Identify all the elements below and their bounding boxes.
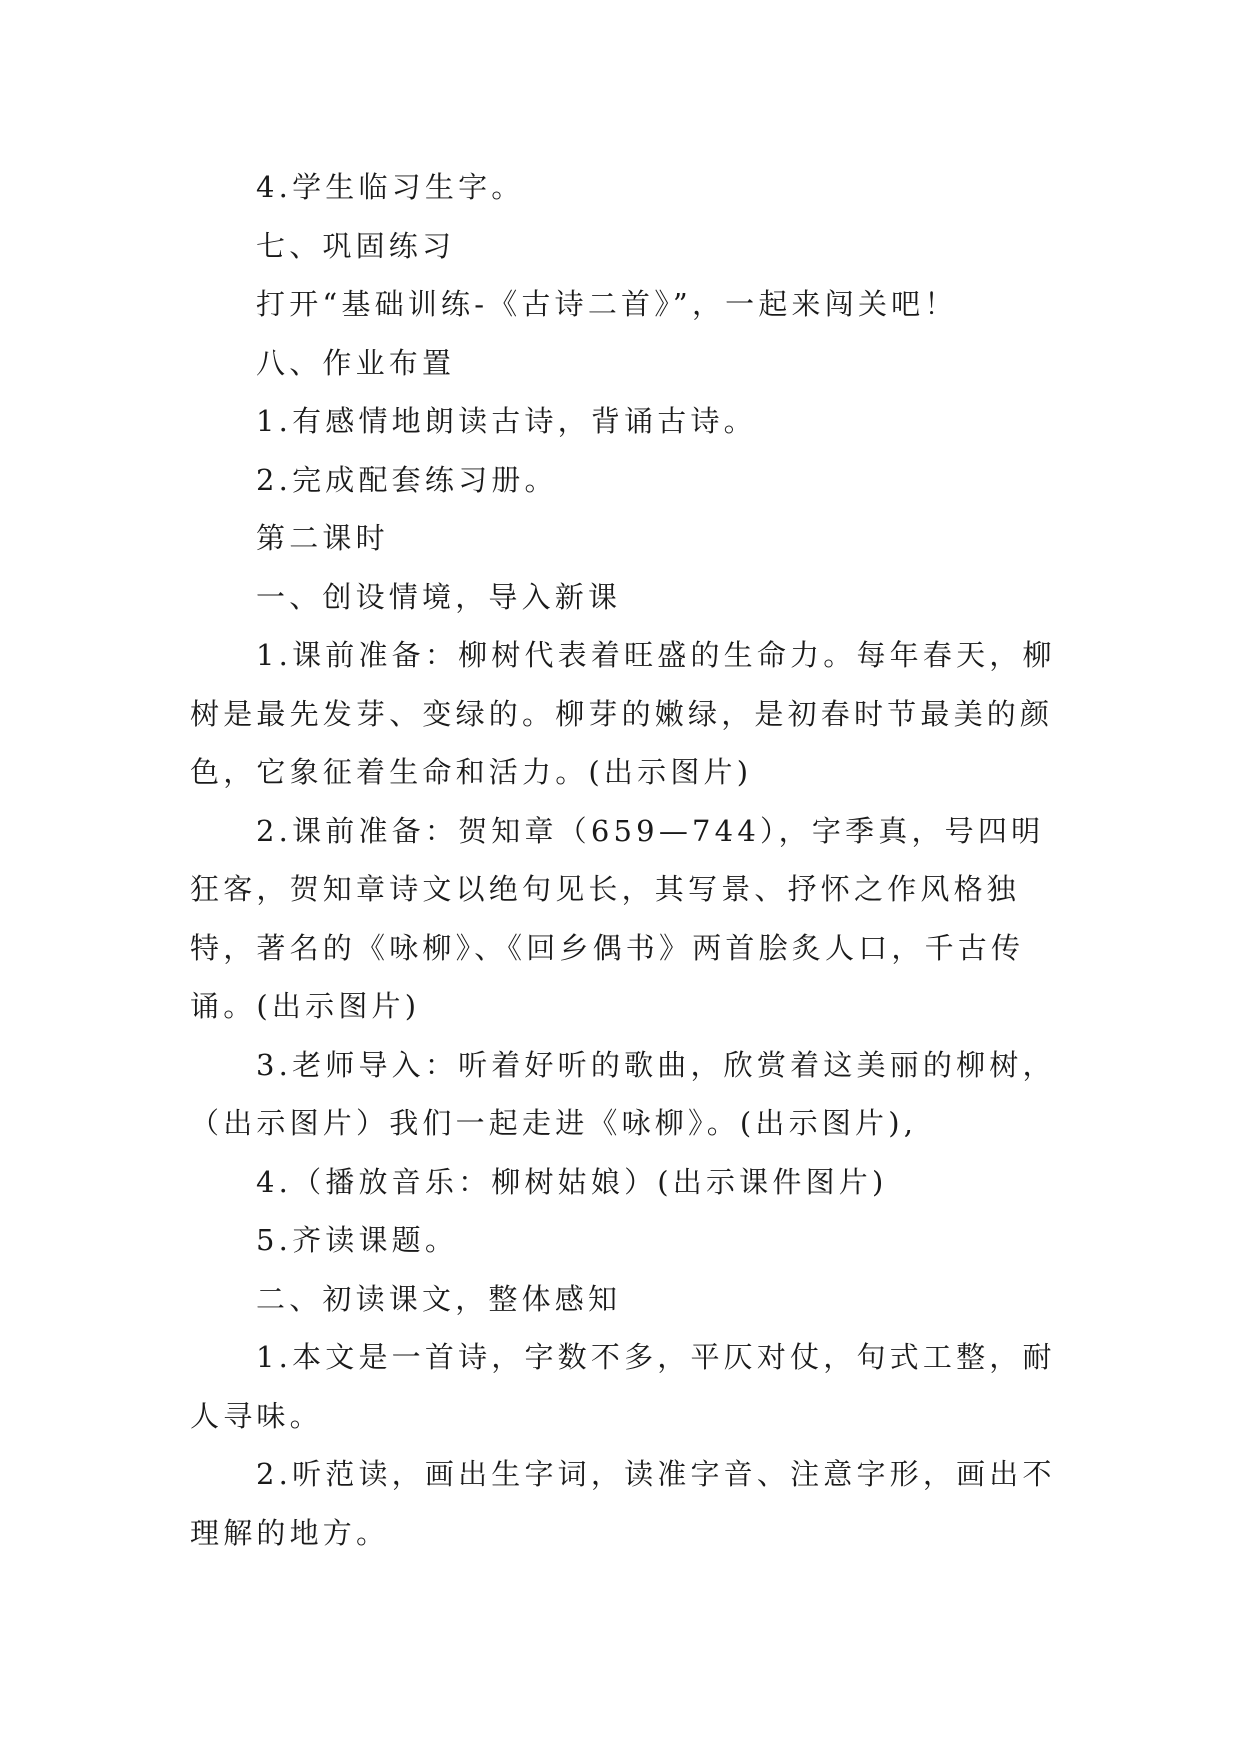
paragraph-basic-training: 打开“基础训练-《古诗二首》”，一起来闯关吧！ [256, 287, 958, 321]
paragraph-preparation-willow: 1.课前准备：柳树代表着旺盛的生命力。每年春天，柳树是最先发芽、变绿的。柳芽的嫩绿，是初春时节最美的颜色，它象征着生命和活力。(出示图片) [190, 638, 1056, 789]
heading-homework: 八、作业布置 [256, 345, 456, 380]
document-body [190, 158, 1062, 1562]
paragraph-poem-description: 1.本文是一首诗，字数不多，平仄对仗，句式工整，耐人寻味。 [190, 1340, 1056, 1433]
heading-consolidation-practice: 七、巩固练习 [256, 228, 456, 263]
paragraph-teacher-intro: 3.老师导入：听着好听的歌曲，欣赏着这美丽的柳树，（出示图片）我们一起走进《咏柳》。(出示图片), [190, 1047, 1056, 1140]
heading-second-lesson: 第二课时 [256, 521, 389, 555]
paragraph-preparation-he-zhizhang: 2.课前准备：贺知章（659—744），字季真，号四明狂客，贺知章诗文以绝句见长，其写景、抒怀之作风格独特，著名的《咏柳》、《回乡偶书》两首脍炙人口，千古传诵。(出示图片) [190, 813, 1045, 1023]
paragraph-play-music: 4.（播放音乐：柳树姑娘）(出示课件图片) [256, 1164, 888, 1199]
paragraph-listen-reading: 2.听范读，画出生字词，读准字音、注意字形，画出不理解的地方。 [190, 1457, 1056, 1550]
paragraph-read-title: 5.齐读课题。 [256, 1223, 459, 1257]
heading-create-situation: 一、创设情境，导入新课 [256, 579, 622, 614]
paragraph-practice-characters: 4.学生临习生字。 [256, 170, 525, 204]
paragraph-homework-1: 1.有感情地朗读古诗，背诵古诗。 [256, 404, 757, 438]
heading-first-reading: 二、初读课文，整体感知 [256, 1281, 622, 1316]
paragraph-homework-2: 2.完成配套练习册。 [256, 462, 558, 497]
